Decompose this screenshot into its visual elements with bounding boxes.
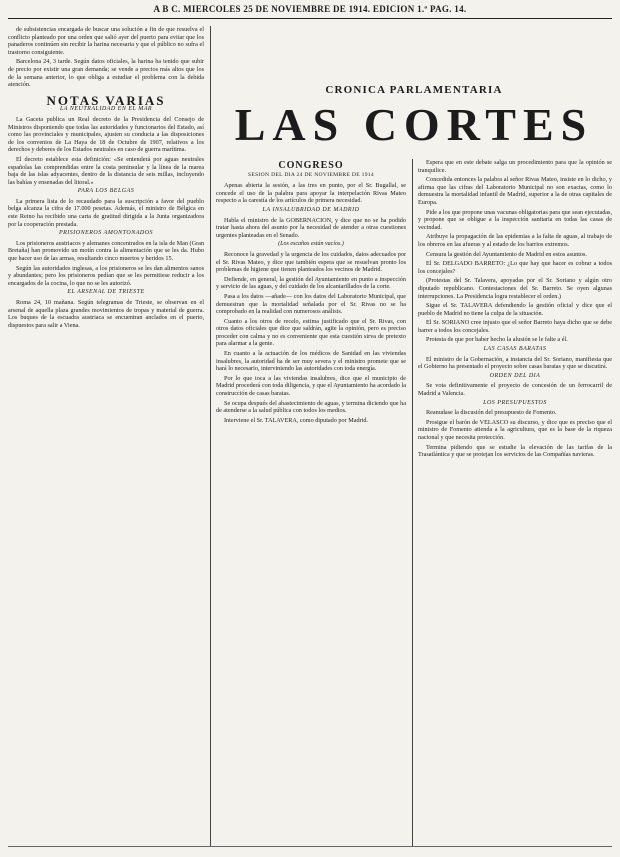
col3-paragraph: Espera que en este debate salga un procedimiento para que la opinión se tranquilice.	[418, 159, 612, 174]
col1-paragraph: La primera lista de lo recaudado para la suscripción a favor del pueblo belga alcanza la cifra de 17.000 pesetas. Además, el ministro de Bélgica en este Reino ha recibido una carta de gratitud dirigida a la Junta organizadora por la cooperación prestada.	[8, 197, 204, 228]
column-1	[8, 26, 204, 846]
col2-paragraph: Habla el ministro de la GOBERNACION, y dice que no se ha podido tratar hasta ahora del asunto por la necesidad de atender a otras cuestiones urgentes planteadas en el Senado.	[216, 216, 406, 239]
footer-rule	[8, 846, 612, 853]
col3-subheading: ORDEN DEL DIA	[489, 372, 541, 379]
congreso-title: CONGRESO	[278, 160, 344, 171]
col3-paragraph: El Sr. SORIANO cree injusto que el señor Barreto haya dicho que se debe barrer a todos los concejales.	[418, 319, 612, 334]
col2-subheading: LA INSALUBRIDAD DE MADRID	[262, 206, 360, 213]
newspaper-page	[8, 4, 612, 853]
page-header: A B C. MIERCOLES 25 DE NOVIEMBRE DE 1914. EDICION 1.ª PAG. 14.	[153, 4, 467, 14]
col3-paragraph: Atribuye la propagación de las epidemias a la falta de aguas, al trabajo de los obreros en las afueras y al estado de los barrios extremos.	[418, 233, 612, 248]
col3-paragraph: Sigue el Sr. TALAVERA defendiendo la gestión oficial y dice que el pueblo de Madrid no tiene la culpa de la situación.	[418, 302, 612, 317]
col3-paragraph: Protesta de que por haber hecho la alusión se le falte a él.	[426, 336, 568, 344]
col3-paragraph: Se vota definitivamente el proyecto de concesión de un ferrocarril de Madrid a Valencia.	[418, 382, 612, 398]
notas-varias-title: NOTAS VARIAS	[46, 92, 166, 108]
col2-paragraph: Reconoce la gravedad y la urgencia de los cuidados, datos adecuados por el Sr. Rivas Mateo, y dice que también espera que se resuelvan pronto los problemas de higiene que tienen planteados los vecinos de Madrid.	[216, 250, 406, 274]
col3-paragraph: Termina pidiendo que se estudie la elevación de las tarifas de la Trasatlántica y que se protejan los servicios de las Compañías navieras.	[418, 443, 612, 459]
col2-paragraph: Se ocupa después del abastecimiento de aguas, y termina diciendo que ha de atenderse a la salud pública con todos los medios.	[216, 399, 406, 415]
col3-paragraph: (Protestas del Sr. Talavera, apoyadas por el Sr. Soriano y algún otro diputado republicano. Contestaciones del Sr. Barreto. Se oyen algunas interrupciones. La Presidencia logra restablecer el orden.)	[418, 277, 612, 300]
col3-paragraph: El ministro de la Gobernación, a instancia del Sr. Soriano, manifiesta que el Gobierno ha presentado el proyecto sobre casas baratas y que se discutirá.	[418, 355, 612, 371]
col1-paragraph: La Gaceta publica un Real decreto de la Presidencia del Consejo de Ministros disponiendo que todas las autoridades y funcionarios del Estado, así como las provinciales y municipales, ajusten su conducta a las disposiciones de los convenios de La Haya de 18 de Octubre de 1907, relativos a los derechos y deberes de los Estados neutrales en caso de guerra marítima.	[8, 115, 204, 154]
session-date: SESION DEL DIA 24 DE NOVIEMBRE DE 1914	[247, 171, 374, 178]
col2-note: (Los escaños están vacíos.)	[278, 241, 344, 248]
col1-subheading: LA NEUTRALIDAD EN EL MAR	[59, 106, 153, 113]
col3-paragraph: Censura la gestión del Ayuntamiento de Madrid en estos asuntos.	[426, 250, 587, 258]
col3-paragraph: Reanudase la discusión del presupuesto de Fomento.	[426, 409, 557, 417]
col1-paragraph: Los prisioneros austriacos y alemanes concentrados en la isla de Man (Gran Bretaña) han promovido un motín contra la alimentación que se les da. Hubo que hacer uso de las armas, resultando cinco muertos y heridos 15.	[8, 239, 204, 263]
col1-paragraph: Roma 24, 10 mañana. Según telegramas de Trieste, se observan en el arsenal de aquella plaza grandes movimientos de tropas y material de guerra. Los buques de la escuadra austriaca se encuentran anclados en el puerto, dispuestos para salir a Viena.	[8, 299, 204, 329]
masthead	[216, 84, 612, 154]
col1-paragraph: Según las autoridades inglesas, a los prisioneros se les dan alimentos sanos y abundantes; pero los prisioneros pedían que se les permitiese reducir a los encargados de la cocina, lo que no se les autorizó.	[8, 264, 204, 287]
column-divider	[412, 159, 413, 846]
col2-paragraph: Pasa a los datos —añade— con los datos del Laboratorio Municipal, que demuestran que la mortalidad señalada por el Sr. Rivas no se ha comprobado en la realidad con numerosos análisis.	[216, 292, 406, 316]
col2-paragraph: En cuanto a la actuación de los médicos de Sanidad en las viviendas insalubres, la autoridad ha de ser muy severa y el ministro promete que se hará lo necesario, interviniendo las autoridades con toda energía.	[216, 350, 406, 373]
col1-paragraph: El decreto establece esta definición: «Se entenderá por aguas neutrales españolas las comprendidas entre la costa peninsular y la línea de la marea baja de las islas adyacentes, dentro de la distancia de seis millas, incluyendo las bahías y ensenadas del litoral.»	[8, 155, 204, 186]
col2-paragraph: Por lo que toca a las viviendas insalubres, dice que el municipio de Madrid procederá con toda diligencia, y que el Ayuntamiento ha acordado la construcción de casas baratas.	[216, 374, 406, 398]
col2-paragraph: Apenas abierta la sesión, a las tres en punto, por el Sr. Bugallal, se concede el uso de la palabra para apoyar la interpelación Rivas Mateo respecto a la carestía de los artículos de primera necesidad.	[216, 182, 406, 205]
header-rule	[8, 18, 612, 19]
col3-paragraph: Prosigue el barón de VELASCO su discurso, y dice que es preciso que el ministro de Fomento atienda a la agricultura, que es la base de la riqueza nacional y que necesita protección.	[418, 418, 612, 441]
col3-subheading: LOS PRESUPUESTOS	[483, 399, 547, 406]
col1-subheading: PRISIONEROS AMONTONADOS	[58, 230, 154, 237]
col2-paragraph: Interviene el Sr. TALAVERA, como diputado por Madrid.	[224, 416, 368, 424]
col3-paragraph: Pide a los que propone unas vacunas obligatorias para que sean ejecutadas, y propone que se obligue a la inspección sanitaria en todas las casas de vecindad.	[418, 208, 612, 231]
column-2	[216, 159, 406, 852]
col1-subheading: EL ARSENAL DE TRIESTE	[67, 289, 145, 296]
col1-subheading: PARA LOS BELGAS	[77, 188, 135, 195]
col1-paragraph: Barcelona 24, 3 tarde. Según datos oficiales, la harina ha tenido que subir de precio por existir una gran demanda; se vende a precios más altos que los de la semana anterior, lo que obliga a estudiar el problema con la debida atención.	[8, 58, 204, 89]
col3-subheading: LAS CASAS BARATAS	[483, 346, 547, 353]
col2-paragraph: Cuanto a los otros de recelo, estima justificado que el Sr. Rivas, con otros datos oficiales que dice que saldrán, agite la opinión, pero es preciso proceder con calma y no es conveniente que esta cuestión sirva de pretexto para alarmar a la gente.	[216, 317, 406, 348]
col3-paragraph: Concedida entonces la palabra al señor Rivas Mateo, insiste en lo dicho, y afirma que las cifras del Laboratorio Municipal no son exactas, como lo demuestra la mortalidad infantil de Madrid, superior a la de otras capitales de Europa.	[418, 176, 612, 206]
column-divider	[210, 26, 211, 846]
col1-paragraph: de subsistencias encargada de buscar una solución a fin de que resuelva el conflicto planteado por una orden que salió ayer del puerto para evitar que los panaderos continúen sin recibir la harina necesaria y que el público no sufra el trastorno consiguiente.	[8, 26, 204, 56]
las-cortes-title: LAS CORTES	[234, 99, 594, 150]
cronica-parlamentaria-title: CRONICA PARLAMENTARIA	[325, 84, 503, 96]
col2-paragraph: Defiende, en general, la gestión del Ayuntamiento en punto a inspección y servicio de las aguas, y del cuidado de los alcantarillados de la corte.	[216, 275, 406, 291]
column-3	[418, 159, 612, 852]
col3-paragraph: El Sr. DELGADO BARRETO: ¿Lo que hay que hacer es cobrar a todos los concejales?	[418, 260, 612, 275]
